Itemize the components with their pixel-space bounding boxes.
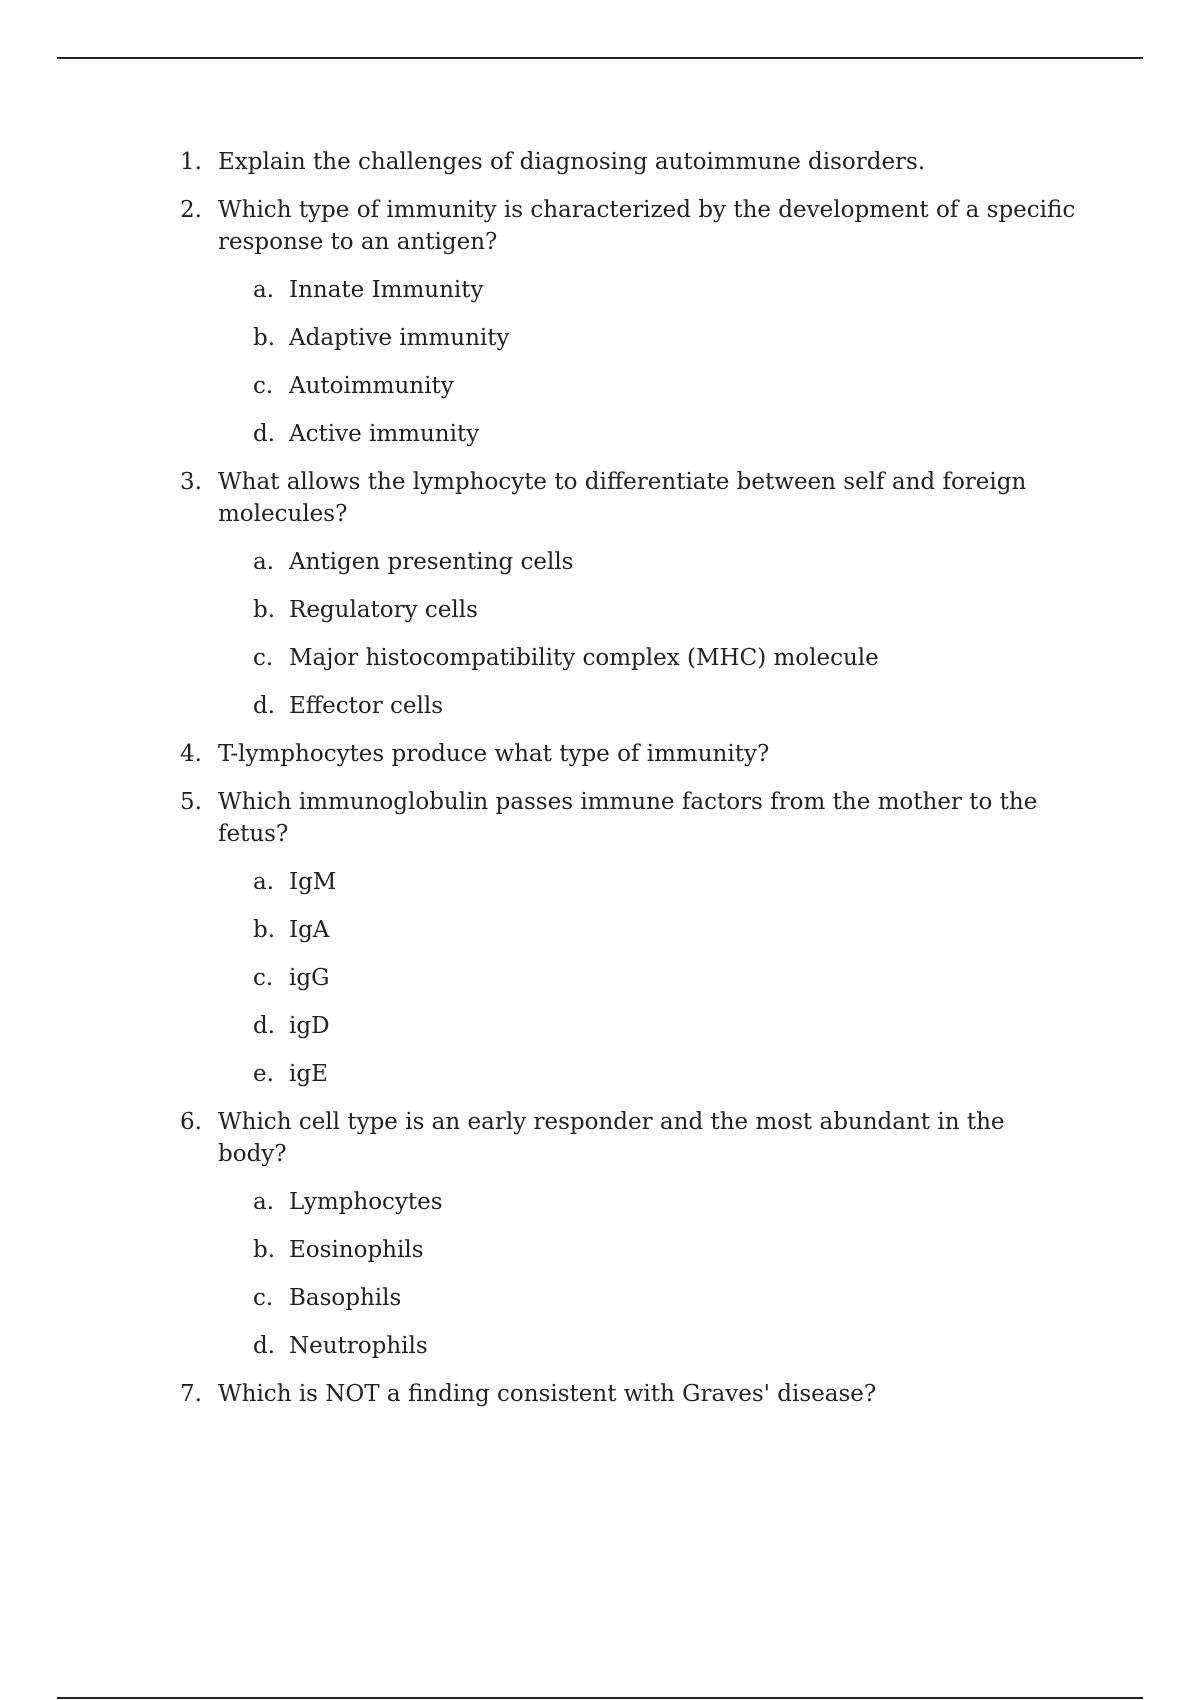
answer-option: [253, 1282, 1080, 1314]
question-number: 5.: [180, 789, 202, 815]
answer-options: [218, 866, 1080, 1090]
option-text: IgA: [289, 917, 330, 943]
option-text: Major histocompatibility complex (MHC) molecule: [289, 645, 879, 671]
question-item: [180, 1378, 1080, 1410]
answer-option: [253, 594, 1080, 626]
option-letter: b.: [253, 1237, 276, 1263]
option-text: igD: [289, 1013, 330, 1039]
question-text: Which is NOT a finding consistent with Graves' disease?: [218, 1381, 877, 1407]
question-number: 6.: [180, 1109, 202, 1135]
option-text: Effector cells: [289, 693, 444, 719]
option-letter: c.: [253, 965, 274, 991]
option-letter: d.: [253, 1333, 276, 1359]
answer-option: [253, 546, 1080, 578]
question-text: T-lymphocytes produce what type of immunity?: [218, 741, 770, 767]
question-text: Which immunoglobulin passes immune factors from the mother to the fetus?: [218, 789, 1038, 847]
question-number: 2.: [180, 197, 202, 223]
option-letter: a.: [253, 869, 275, 895]
answer-option: [253, 690, 1080, 722]
answer-option: [253, 1010, 1080, 1042]
option-text: igE: [289, 1061, 328, 1087]
answer-option: [253, 418, 1080, 450]
header-rule: [57, 57, 1143, 59]
question-list: [180, 146, 1080, 1426]
option-text: Basophils: [289, 1285, 402, 1311]
option-text: Autoimmunity: [289, 373, 454, 399]
question-item: [180, 1106, 1080, 1362]
answer-option: [253, 962, 1080, 994]
option-letter: b.: [253, 917, 276, 943]
option-letter: a.: [253, 277, 275, 303]
option-text: Regulatory cells: [289, 597, 478, 623]
question-text: Which cell type is an early responder and the most abundant in the body?: [218, 1109, 1005, 1167]
option-text: Active immunity: [289, 421, 480, 447]
question-text: Explain the challenges of diagnosing autoimmune disorders.: [218, 149, 926, 175]
option-text: Lymphocytes: [289, 1189, 443, 1215]
option-letter: c.: [253, 1285, 274, 1311]
question-item: [180, 738, 1080, 770]
question-item: [180, 194, 1080, 450]
option-letter: e.: [253, 1061, 274, 1087]
option-letter: c.: [253, 645, 274, 671]
answer-options: [218, 546, 1080, 722]
answer-option: [253, 866, 1080, 898]
option-text: Eosinophils: [289, 1237, 424, 1263]
question-item: [180, 466, 1080, 722]
option-letter: d.: [253, 1013, 276, 1039]
answer-option: [253, 1058, 1080, 1090]
option-letter: d.: [253, 421, 276, 447]
option-text: IgM: [289, 869, 337, 895]
option-letter: d.: [253, 693, 276, 719]
question-item: [180, 146, 1080, 178]
answer-option: [253, 914, 1080, 946]
answer-options: [218, 274, 1080, 450]
option-letter: a.: [253, 1189, 275, 1215]
question-item: [180, 786, 1080, 1090]
question-number: 4.: [180, 741, 202, 767]
answer-option: [253, 1186, 1080, 1218]
answer-option: [253, 1330, 1080, 1362]
answer-option: [253, 322, 1080, 354]
option-text: Antigen presenting cells: [289, 549, 574, 575]
answer-option: [253, 274, 1080, 306]
option-text: Neutrophils: [289, 1333, 428, 1359]
question-text: What allows the lymphocyte to differentiate between self and foreign molecules?: [218, 469, 1027, 527]
option-text: igG: [289, 965, 330, 991]
option-letter: a.: [253, 549, 275, 575]
option-letter: c.: [253, 373, 274, 399]
question-number: 3.: [180, 469, 202, 495]
option-letter: b.: [253, 325, 276, 351]
answer-options: [218, 1186, 1080, 1362]
option-text: Innate Immunity: [289, 277, 484, 303]
answer-option: [253, 642, 1080, 674]
answer-option: [253, 1234, 1080, 1266]
footer-rule: [57, 1697, 1143, 1699]
option-text: Adaptive immunity: [289, 325, 510, 351]
answer-option: [253, 370, 1080, 402]
option-letter: b.: [253, 597, 276, 623]
question-text: Which type of immunity is characterized by the development of a specific response to an antigen?: [218, 197, 1076, 255]
question-number: 7.: [180, 1381, 202, 1407]
question-number: 1.: [180, 149, 202, 175]
